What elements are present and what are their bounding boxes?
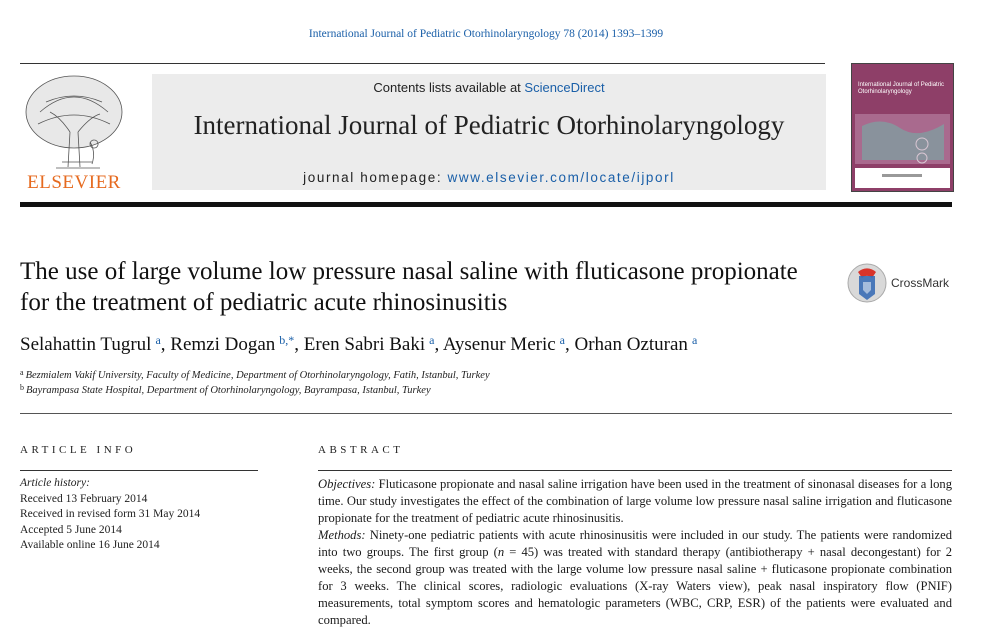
received-date: Received 13 February 2014 (20, 492, 148, 505)
affiliation-text: Bezmialem Vakif University, Faculty of Medicine, Department of Otorhinolaryngology, Fatih, Istanbul, Turkey (25, 370, 490, 381)
affiliation-mark: a (20, 368, 24, 377)
affiliation-b (20, 383, 431, 396)
author-name[interactable]: Selahattin Tugrul (20, 334, 152, 355)
article-info-heading: ARTICLE INFO (20, 444, 137, 456)
methods-label: Methods: (318, 528, 366, 542)
objectives-text: Fluticasone propionate and nasal saline irrigation have been used in the treatment of sinonasal diseases for a long time. Our study investigates the effect of the combination of large volume low pressure nasal saline irrigation and fluticasone propionate for the treatment of pediatric acute rhinosinusitis. (318, 477, 952, 525)
author-name[interactable]: Orhan Ozturan (574, 334, 688, 355)
affiliation-mark: b (20, 383, 24, 392)
homepage-line (152, 170, 826, 185)
author-list: Selahattin Tugrul $^a$, Remzi Dogan $^{b,*}$, Eren Sabri Baki $^a$, Aysenur Meric $^a$, Orhan Ozturan $^a$ (20, 333, 698, 355)
homepage-prefix: journal homepage: (303, 170, 448, 185)
article-info-divider (20, 470, 258, 471)
affiliation-text: Bayrampasa State Hospital, Department of Otorhinolaryngology, Bayrampasa, Istanbul, Turkey (26, 385, 431, 396)
homepage-link[interactable]: www.elsevier.com/locate/ijporl (447, 170, 675, 185)
journal-citation[interactable]: International Journal of Pediatric Otorhinolaryngology 78 (2014) 1393–1399 (308, 28, 664, 40)
abstract-objectives (318, 476, 952, 527)
author-affiliation-mark[interactable]: b,* (279, 333, 295, 347)
contents-line (152, 80, 826, 95)
contents-prefix: Contents lists available at (373, 80, 525, 95)
author-name[interactable]: Eren Sabri Baki (303, 334, 426, 355)
affiliation-a (20, 368, 490, 381)
accepted-date: Accepted 5 June 2014 (20, 523, 122, 536)
author-affiliation-mark[interactable]: a (429, 333, 435, 347)
section-divider (20, 413, 952, 414)
article-title: The use of large volume low pressure nasal saline with fluticasone propionate for the treatment of pediatric acute rhinosinusitis (20, 258, 798, 316)
history-label: Article history: (20, 477, 90, 489)
publisher-wordmark[interactable]: ELSEVIER (27, 172, 121, 193)
author-affiliation-mark[interactable]: a (559, 333, 565, 347)
methods-text-cont: = 45) was treated with standard therapy (antibiotherapy + nasal decongestant) for 2 weeks, the second group was treated with the large volume low pressure nasal saline + fluticasone propionate combination for 3 weeks. The clinical scores, radiologic evaluations (X-ray Waters view), peak nasal inspiratory flow (PNIF) measurements, total symptom scores and hematologic parameters (WBC, CRP, ESR) of the patients were evaluated and compared. (318, 545, 952, 627)
online-date: Available online 16 June 2014 (20, 539, 160, 551)
author-affiliation-mark[interactable]: a (691, 333, 698, 347)
author-name[interactable]: Remzi Dogan (170, 334, 276, 355)
header-thick-divider (20, 202, 952, 207)
cover-title: International Journal of Pediatric Otorhinolaryngology (858, 82, 945, 95)
journal-cover-image[interactable] (851, 63, 954, 192)
author-affiliation-mark[interactable]: a (155, 333, 161, 347)
objectives-label: Objectives: (318, 477, 376, 491)
crossmark-label[interactable]: CrossMark (891, 276, 950, 290)
sciencedirect-link[interactable]: ScienceDirect (524, 80, 605, 95)
abstract-divider (318, 470, 952, 471)
revised-date: Received in revised form 31 May 2014 (20, 508, 201, 520)
abstract-heading: ABSTRACT (318, 444, 404, 456)
methods-n-symbol: n (497, 545, 505, 559)
methods-text: Ninety-one pediatric patients with acute rhinosinusitis were included in our study. The patients were randomized into two groups. The first group ( (318, 528, 952, 559)
author-name[interactable]: Aysenur Meric (442, 334, 556, 355)
article-history (20, 476, 260, 554)
journal-banner (152, 74, 826, 190)
journal-title: International Journal of Pediatric Otorhinolaryngology (193, 110, 785, 140)
top-divider (20, 63, 825, 64)
abstract-methods (318, 527, 952, 629)
abstract-body (318, 476, 952, 629)
